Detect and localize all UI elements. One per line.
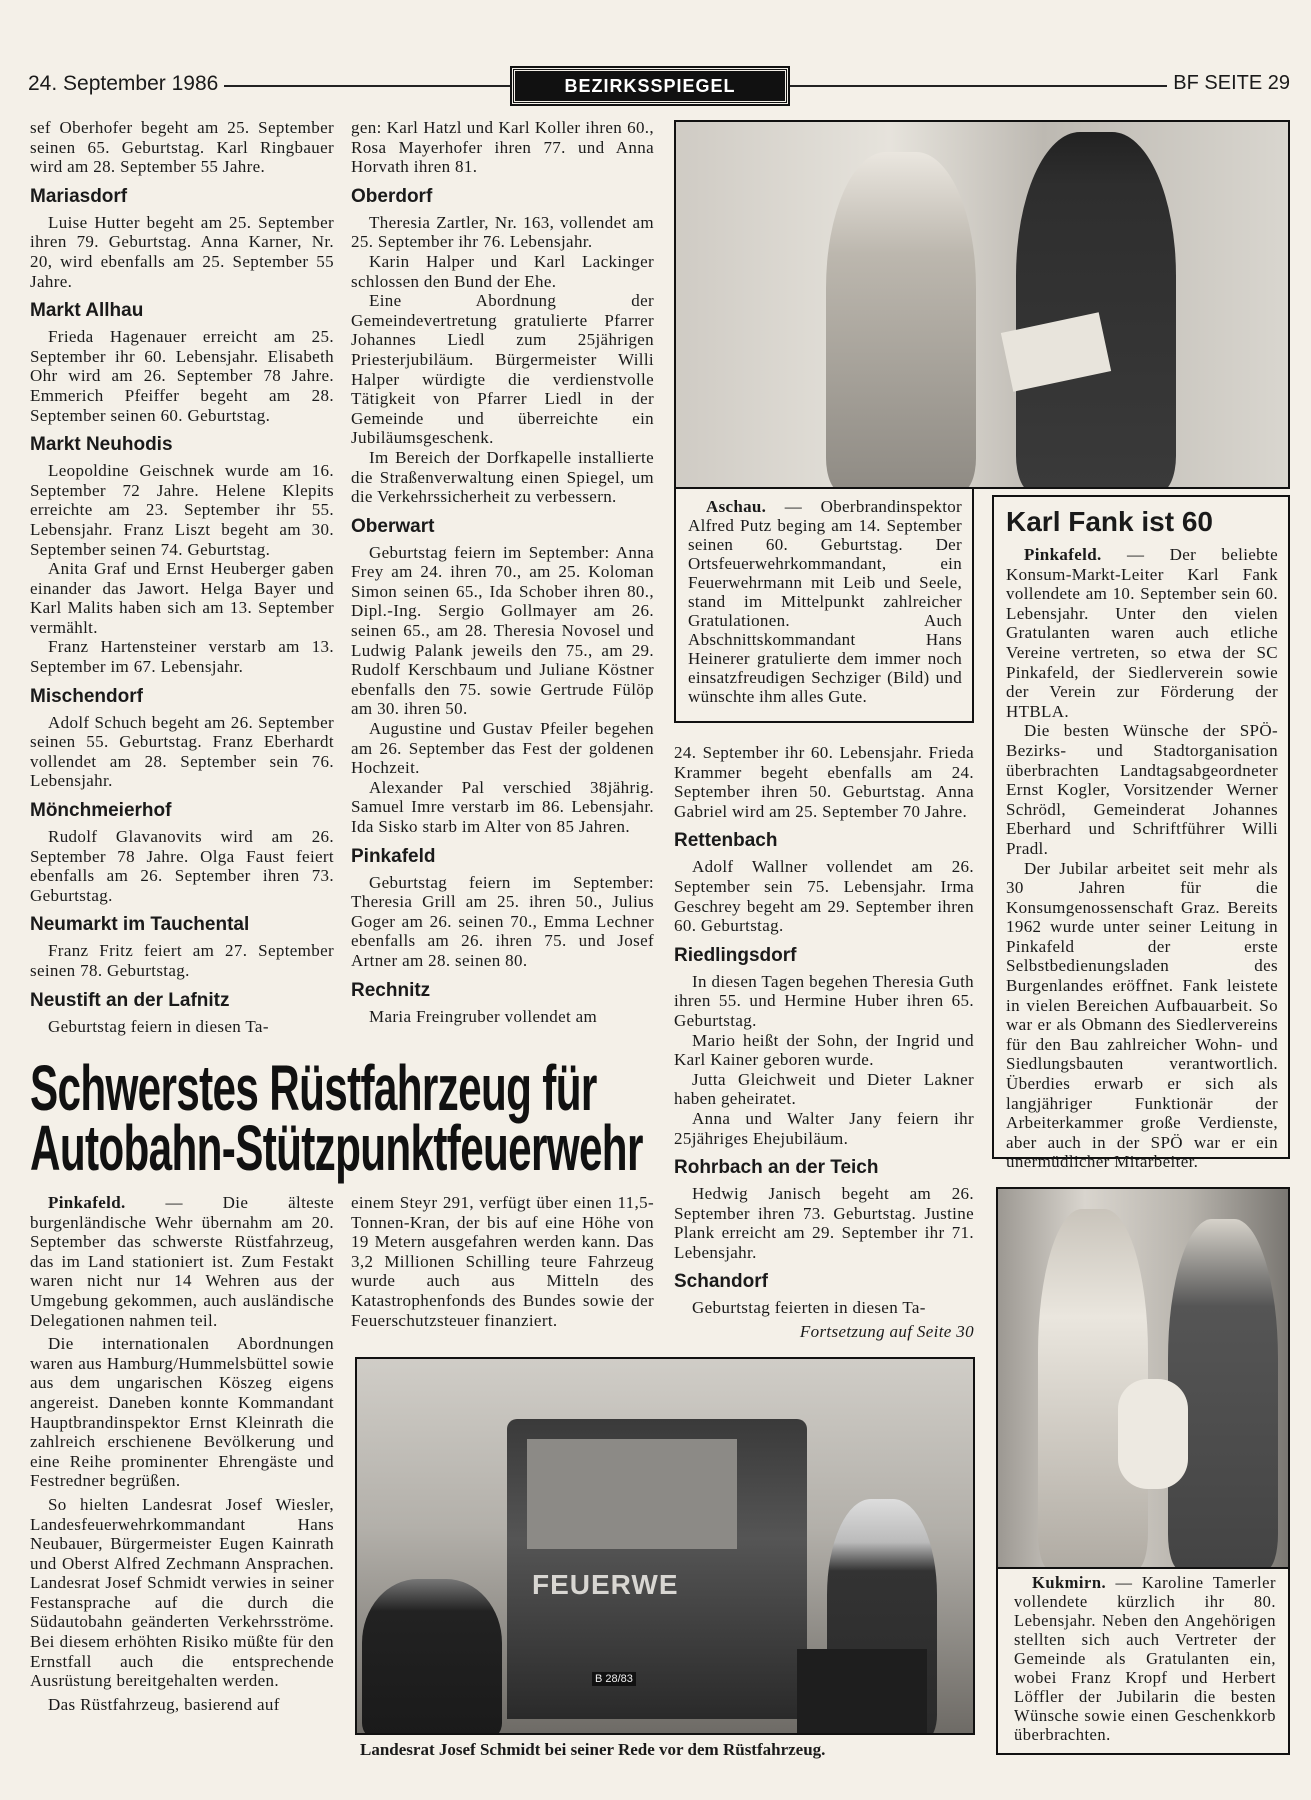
news-paragraph: sef Oberhofer begeht am 25. September seinen 65. Geburtstag. Karl Ringbauer wird am 28. September 55 Jahre. [30, 118, 334, 177]
photo-lectern [797, 1649, 927, 1735]
news-paragraph: Mario heißt der Sohn, der Ingrid und Karl Kainer geboren wurde. [674, 1030, 974, 1070]
locality-heading: Schandorf [674, 1271, 768, 1293]
news-paragraph: In diesen Tagen begehen Theresia Guth ihren 55. und Hermine Huber ihren 65. Geburtstag. [674, 971, 974, 1030]
locality-heading: Mariasdorf [30, 185, 128, 207]
caption-box-aschau [674, 487, 974, 723]
article-paragraph: Die besten Wünsche der SPÖ-Bezirks- und Stadtorganisation überbrachten Landtagsabgeordneter Ernst Kogler, Vorsitzender Werner Schrödl, Gemeinderat Johannes Eberhard und Schriftführer Willi Pradl. [1006, 721, 1278, 858]
article-column-1 [30, 1193, 334, 1763]
article-paragraph: Das Rüstfahrzeug, basierend auf [48, 1694, 280, 1714]
locality-heading: Oberdorf [351, 185, 433, 207]
caption-lead: Kukmirn. [1032, 1573, 1107, 1592]
locality-heading: Markt Allhau [30, 300, 144, 322]
locality-heading: Markt Neuhodis [30, 434, 173, 456]
caption-text: — Karoline Tamerler vollendete kürzlich ihr 80. Lebensjahr. Neben den Angehörigen stellten sich auch Vertreter der Gemeinde als Gratulanten ein, wobei Franz Kropf und Herbert Löffler der Jubilarin die besten Wünsche sowie einen Geschenkkorb überbrachten. [1014, 1573, 1276, 1744]
photo-firefighters-group [362, 1579, 502, 1735]
truck-lettering: FEUERWE [532, 1569, 679, 1600]
news-paragraph: Geburtstag feierten in diesen Ta- [692, 1298, 926, 1318]
article-paragraph: — Die älteste burgenländische Wehr übernahm am 20. September das schwerste Rüstfahrzeug, das im Land stationiert ist. Zum Festakt waren nicht nur 14 Wehren aus der Umgebung gekommen, auch ausländische Delegationen nahmen teil. [30, 1193, 334, 1330]
locality-heading: Riedlingsdorf [674, 944, 797, 966]
news-paragraph: Frieda Hagenauer erreicht am 25. September ihr 60. Lebensjahr. Elisabeth Ohr wird am 26. September 78 Jahre. Emmerich Pfeiffer begeht am 28. September seinen 60. Geburtstag. [30, 327, 334, 425]
news-paragraph: Alexander Pal verschied 38jährig. Samuel Imre verstarb im 86. Lebensjahr. Ida Sisko starb im Alter von 85 Jahren. [351, 777, 654, 836]
news-paragraph: Hedwig Janisch begeht am 26. September ihren 73. Geburtstag. Justine Plank erreicht am 29. September ihr 71. Lebensjahr. [674, 1184, 974, 1262]
locality-heading: Mischendorf [30, 685, 143, 707]
news-paragraph: Theresia Zartler, Nr. 163, vollendet am 25. September ihr 76. Lebensjahr. [351, 212, 654, 252]
news-paragraph: Karin Halper und Karl Lackinger schlossen den Bund der Ehe. [351, 251, 654, 291]
news-paragraph: Luise Hutter begeht am 25. September ihren 79. Geburtstag. Anna Karner, Nr. 20, wird ebenfalls am 25. September 55 Jahre. [30, 212, 334, 291]
article-paragraph: Die internationalen Abordnungen waren aus Hamburg/Hummelsbüttel sowie aus dem ungarischen Köszeg eigens angereist. Daneben konnte Kommandant Hauptbrandinspektor Ernst Kleinrath die zahlreich erschienene Bevölkerung und eine Reihe prominenter Ehrengäste und Festredner begrüßen. [30, 1334, 334, 1491]
locality-heading: Neustift an der Lafnitz [30, 989, 230, 1011]
column-1-local-news [30, 118, 334, 1053]
news-paragraph: Franz Hartensteiner verstarb am 13. September im 67. Lebensjahr. [30, 637, 334, 677]
news-paragraph: 24. September ihr 60. Lebensjahr. Frieda Krammer begeht ebenfalls am 24. September ihren 50. Geburtstag. Anna Gabriel wird am 25. September 70 Jahre. [674, 743, 974, 821]
headline-line-1: Schwerstes Rüstfahrzeug für [30, 1052, 597, 1124]
locality-heading: Neumarkt im Tauchental [30, 914, 250, 936]
news-paragraph: Adolf Schuch begeht am 26. September seinen 55. Geburtstag. Franz Eberhardt vollendet am 28. September sein 76. Lebensjahr. [30, 712, 334, 791]
column-2-local-news [351, 118, 654, 1053]
article-paragraph: Der Jubilar arbeitet seit mehr als 30 Jahren für die Konsumgenossenschaft Graz. Bereits 1962 wurde unter seiner Leitung in Pinkafeld der erste Selbstbedienungsladen des Burgenlandes eröffnet. Fank leistete in vielen Bereichen Aufbauarbeit. So war er als Obmann des Siedlervereins für den Bau zahlreicher Wohn- und Siedlungsbauten verantwortlich. Überdies erwarb er sich als langjähriger Funktionär der Arbeiterkammer große Verdienste, aber auch in der SPÖ war er ein unermüdlicher Mitarbeiter. [1006, 858, 1278, 1172]
caption-lead: Aschau. [706, 497, 767, 516]
article-title-karl-fank: Karl Fank ist 60 [1006, 506, 1213, 537]
news-paragraph: Jutta Gleichweit und Dieter Lakner haben geheiratet. [674, 1069, 974, 1109]
news-paragraph: Geburtstag feiern in diesen Ta- [48, 1016, 269, 1036]
column-3-local-news [674, 743, 974, 1343]
news-paragraph: Im Bereich der Dorfkapelle installierte die Straßenverwaltung einen Spiegel, um die Verkehrssicherheit zu verbessern. [351, 447, 654, 507]
news-paragraph: Eine Abordnung der Gemeindevertretung gratulierte Pfarrer Johannes Liedl zum 25jährigen Priesterjubiläum. Bürgermeister Willi Halper würdigte die verdienstvolle Tätigkeit von Pfarrer Liedl in der Gemeinde und überreichte ein Jubiläumsgeschenk. [351, 291, 654, 448]
issue-date: 24. September 1986 [28, 72, 224, 96]
photo-figure-civilian [826, 152, 976, 489]
section-badge: BEZIRKSSPIEGEL [512, 68, 788, 104]
article-lead: Pinkafeld. [48, 1193, 126, 1212]
locality-heading: Rohrbach an der Teich [674, 1157, 879, 1179]
caption-text: — Oberbrandinspektor Alfred Putz beging am 14. September seinen 60. Geburtstag. Der Ortsfeuerwehrkommandant, ein Feuerwehrmann mit Leib und Seele, stand im Mittelpunkt zahlreicher Gratulationen. Auch Abschnittskommandant Hans Heinerer gratulierte dem immer noch einsatzfreudigen Sechziger (Bild) und wünschte ihm alles Gute. [688, 497, 962, 706]
photo-truck-windshield [527, 1439, 737, 1549]
news-paragraph: Leopoldine Geischnek wurde am 16. September 72 Jahre. Helene Klepits erreichte am 23. September ihr 55. Lebensjahr. Franz Liszt begeht am 30. September seinen 74. Geburtstag. [30, 461, 334, 559]
locality-heading: Mönchmeierhof [30, 800, 172, 822]
news-paragraph: Rudolf Glavanovits wird am 26. September 78 Jahre. Olga Faust feiert ebenfalls am 26. September ihren 73. Geburtstag. [30, 827, 334, 905]
news-paragraph: Adolf Wallner vollendet am 26. September sein 75. Lebensjahr. Irma Geschrey begeht am 29. September ihren 60. Geburtstag. [674, 857, 974, 936]
caption-aschau [688, 497, 962, 706]
article-column-2 [351, 1193, 654, 1343]
news-paragraph: Geburtstag feiern im September: Theresia Grill am 25. ihren 50., Julius Goger am 26. seinen 70., Emma Lechner ebenfalls am 26. ihren 75. und Josef Artner am 28. seinen 80. [351, 872, 654, 970]
locality-heading: Oberwart [351, 515, 435, 537]
news-paragraph: gen: Karl Hatzl und Karl Koller ihren 60., Rosa Mayerhofer ihren 77. und Anna Horvath ihren 81. [351, 118, 654, 177]
caption-kukmirn [1014, 1573, 1276, 1744]
news-paragraph: Anna und Walter Jany feiern ihr 25jähriges Ehejubiläum. [674, 1108, 974, 1148]
article-paragraph: So hielten Landesrat Josef Wiesler, Landesfeuerwehrkommandant Hans Neubauer, Bürgermeister Eugen Kainrath und Oberst Alfred Zechmann Ansprachen. Landesrat Josef Schmidt verwies in seiner Festansprache auf die durch die Südautobahn geänderten Verkehrsströme. Bei diesem erhöhten Risiko müßte für den Ernstfall auch die entsprechende Ausrüstung bereitgehalten werden. [30, 1494, 334, 1691]
photo-aschau [674, 120, 1290, 489]
news-paragraph: Geburtstag feiern im September: Anna Frey am 24. ihren 70., am 25. Koloman Simon seinen 65., Ida Schober ihren 80., Dipl.-Ing. Sergio Gollmayer am 26. seinen 65., am 28. Theresia Novosel und Ludwig Palank jeweils den 75., am 29. Rudolf Kerschbaum und Juliane Köstner ebenfalls den 75. sowie Gertrude Fülöp am 30. ihren 50. [351, 542, 654, 719]
article-paragraph: einem Steyr 291, verfügt über einen 11,5-Tonnen-Kran, der bis auf eine Höhe von 19 Metern ausgefahren werden kann. Das 3,2 Millionen Schilling teure Fahrzeug wurde auch aus Mitteln des Katastrophenfonds des Bundes sowie der Feuerschutzsteuer finanziert. [351, 1193, 654, 1330]
photo-caption-fire-truck: Landesrat Josef Schmidt bei seiner Rede vor dem Rüstfahrzeug. [360, 1740, 826, 1759]
locality-heading: Rettenbach [674, 830, 778, 852]
continuation-note: Fortsetzung auf Seite 30 [799, 1322, 974, 1342]
news-paragraph: Anita Graf und Ernst Heuberger gaben einander das Jawort. Helga Bayer und Karl Malits haben sich am 13. September vermählt. [30, 559, 334, 637]
article-headline [30, 1052, 650, 1184]
locality-heading: Pinkafeld [351, 845, 436, 867]
news-paragraph: Maria Freingruber vollendet am [369, 1006, 598, 1026]
locality-heading: Rechnitz [351, 979, 431, 1001]
photo-figure-firefighter [1016, 132, 1176, 489]
page-header [28, 70, 1290, 102]
page-number: BF SEITE 29 [1167, 72, 1290, 95]
headline-line-2: Autobahn-Stützpunktfeuerwehr [30, 1112, 643, 1184]
photo-fire-truck [355, 1357, 975, 1735]
article-lead: Pinkafeld. [1024, 545, 1102, 564]
photo-gift-basket [1118, 1379, 1188, 1489]
truck-license-plate: B 28/83 [592, 1672, 636, 1686]
caption-box-kukmirn [996, 1565, 1290, 1755]
article-paragraph: — Der beliebte Konsum-Markt-Leiter Karl Fank vollendete am 10. September sein 60. Lebensjahr. Unter den vielen Gratulanten waren auch etliche Vereine vertreten, so etwa der SC Pinkafeld, der Siedlerverein sowie der Verein zur Förderung der HTBLA. [1006, 545, 1278, 721]
article-box-karl-fank [992, 495, 1290, 1172]
news-paragraph: Augustine und Gustav Pfeiler begehen am 26. September das Fest der goldenen Hochzeit. [351, 719, 654, 778]
news-paragraph: Franz Fritz feiert am 27. September seinen 78. Geburtstag. [30, 941, 334, 980]
photo-kukmirn [996, 1187, 1290, 1569]
